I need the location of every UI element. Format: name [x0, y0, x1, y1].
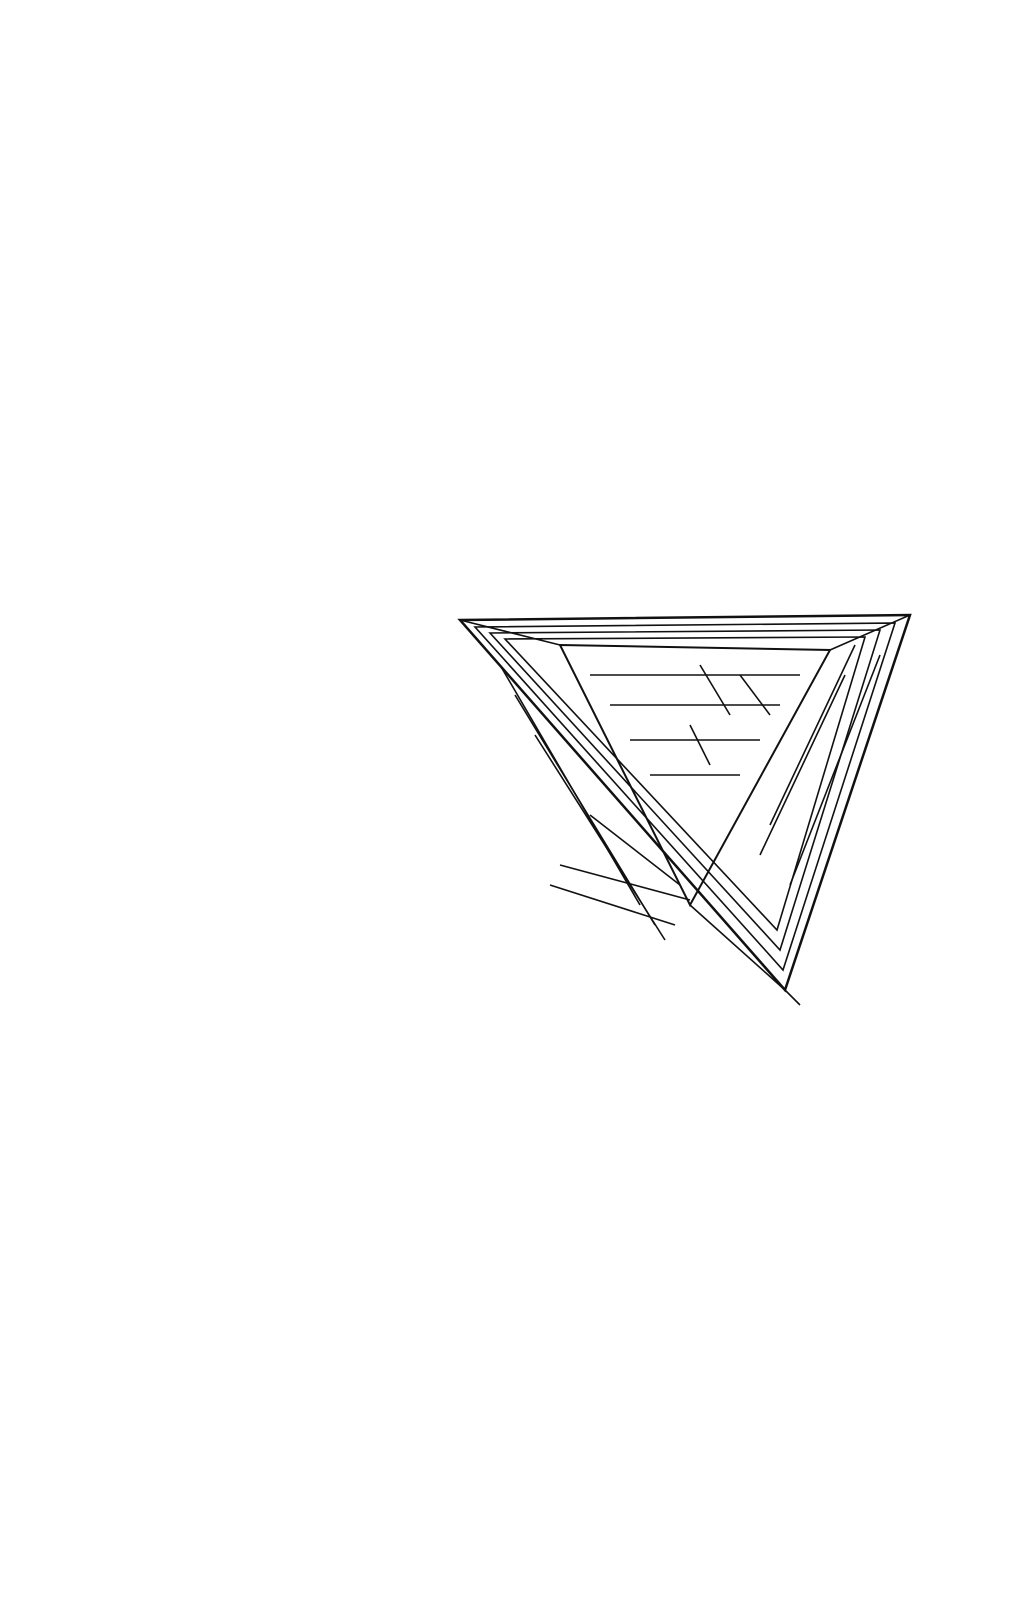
crystal-figure [440, 605, 920, 1030]
tetrahedrite-crystal-drawing [440, 605, 920, 1025]
inner-triangle [505, 637, 865, 930]
inner-triangle [490, 630, 880, 950]
